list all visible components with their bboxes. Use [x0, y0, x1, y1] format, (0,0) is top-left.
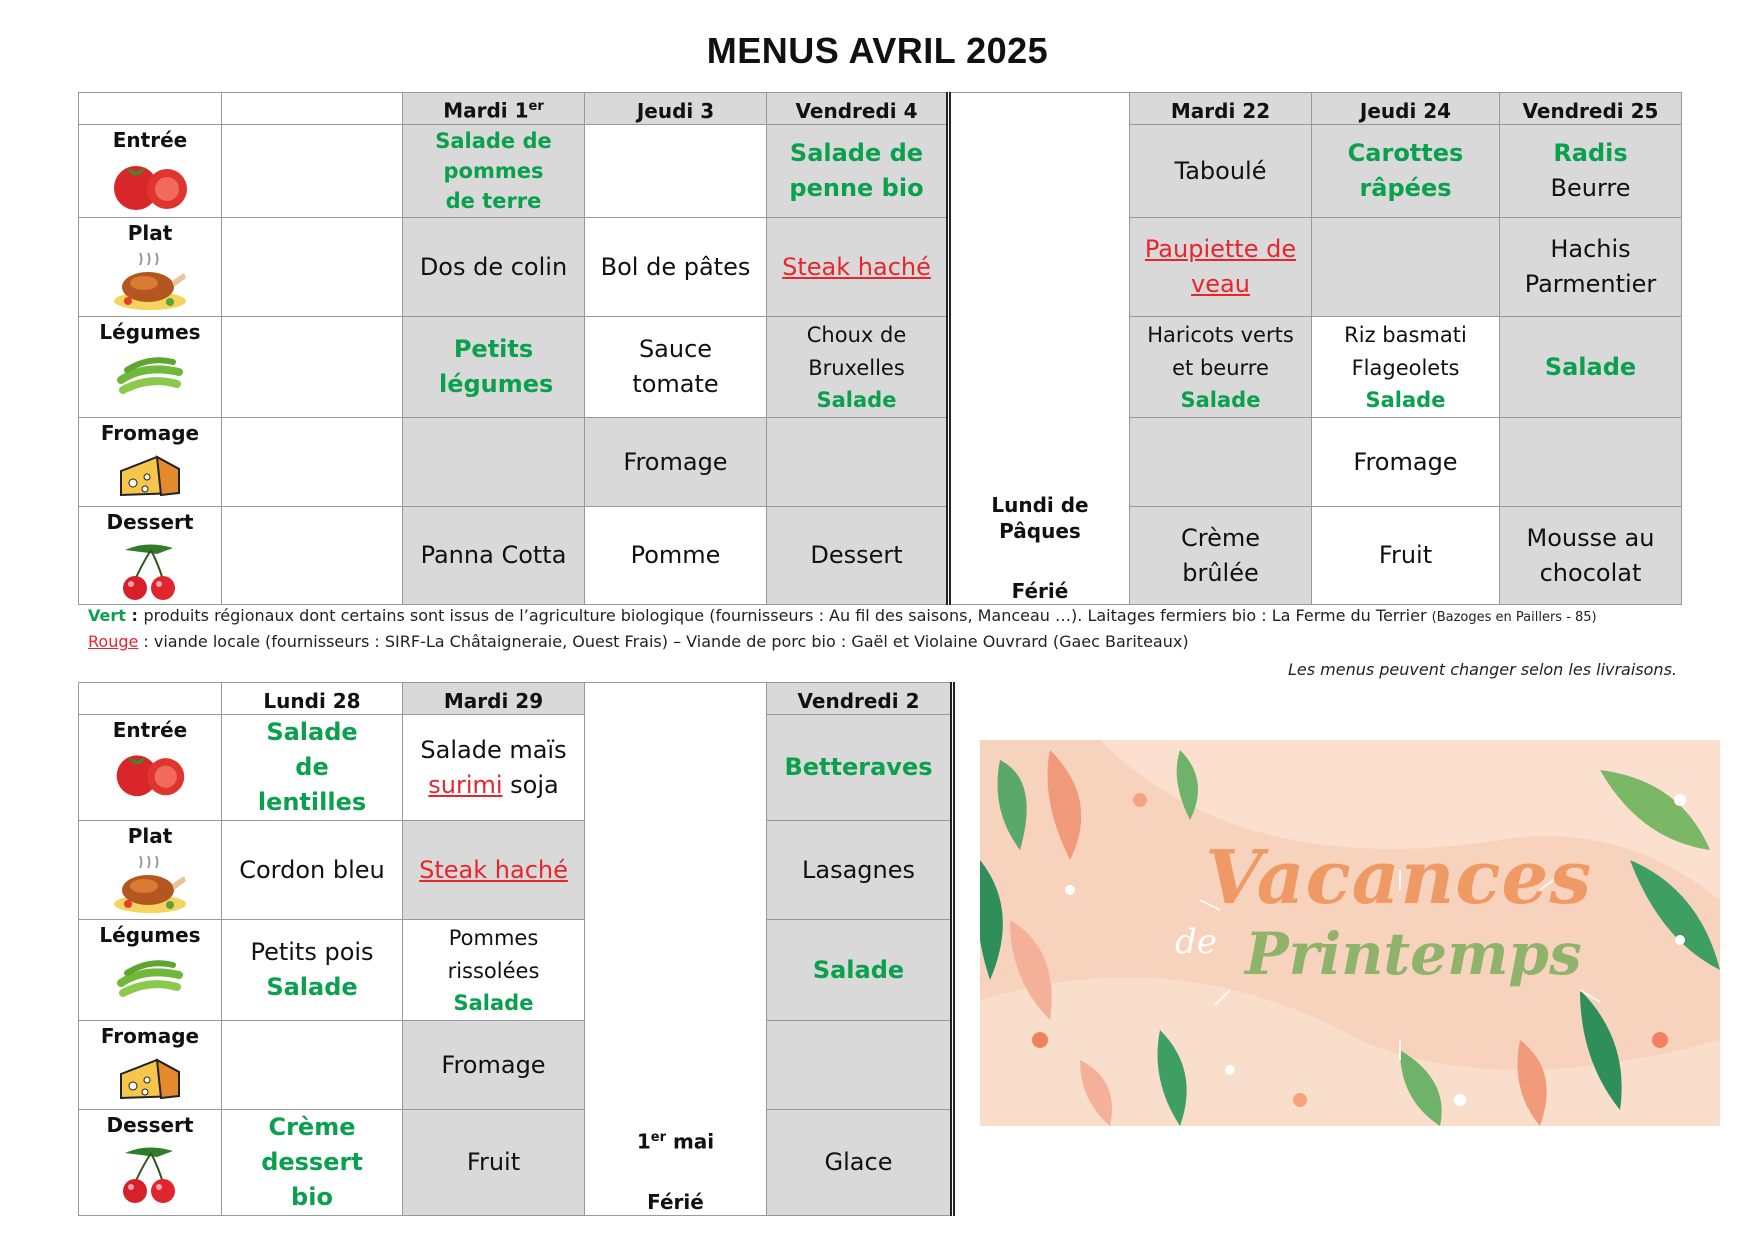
row-label-fromage: Fromage: [79, 418, 222, 507]
spring-holiday-banner: [980, 740, 1720, 1126]
row-label-legumes: Légumes: [79, 920, 222, 1021]
banner-title-vacances: Vacances: [1205, 835, 1593, 921]
plat-vendredi2: Lasagnes: [767, 821, 953, 920]
legend-red: Rouge : viande locale (fournisseurs : SIRF-La Châtaigneraie, Ouest Frais) – Viande de porc bio : Gaël et Violaine Ouvrard (Gaec Bariteaux): [88, 632, 1189, 651]
entree-vendredi4: Salade de penne bio: [767, 125, 949, 218]
page-title: MENUS AVRIL 2025: [706, 30, 1049, 71]
fromage-vendredi4: [767, 418, 949, 507]
row-label-dessert: Dessert: [79, 1110, 222, 1216]
banner-title-printemps: Printemps: [1245, 920, 1582, 988]
corner-cell: [79, 683, 222, 715]
blank-cell: [222, 218, 403, 317]
holiday-1er-mai: 1er mai Férié: [585, 683, 767, 1216]
cherries-icon: [117, 1143, 183, 1205]
dessert-jeudi24: Fruit: [1312, 507, 1500, 605]
blank-header: [222, 93, 403, 125]
roast-chicken-icon: [110, 854, 190, 916]
day-header-mardi22: Mardi 22: [1130, 93, 1312, 125]
cheese-icon: [117, 451, 183, 499]
blank-cell: [222, 317, 403, 418]
fromage-jeudi3: Fromage: [585, 418, 767, 507]
entree-mardi22: Taboulé: [1130, 125, 1312, 218]
fromage-mardi29: Fromage: [403, 1021, 585, 1110]
row-label-plat: Plat: [79, 218, 222, 317]
row-label-dessert: Dessert: [79, 507, 222, 605]
dessert-mardi22: Crème brûlée: [1130, 507, 1312, 605]
legumes-vendredi4: Choux de Bruxelles Salade: [767, 317, 949, 418]
day-header-vendredi4: Vendredi 4: [767, 93, 949, 125]
menu-table-week1: [78, 92, 1682, 605]
fromage-jeudi24: Fromage: [1312, 418, 1500, 507]
legumes-jeudi24: Riz basmati Flageolets Salade: [1312, 317, 1500, 418]
row-label-entree: Entrée: [79, 125, 222, 218]
tomato-icon: [110, 158, 190, 212]
green-beans-icon: [115, 953, 185, 1001]
plat-vendredi4: Steak haché: [767, 218, 949, 317]
entree-vendredi2: Betteraves: [767, 715, 953, 821]
row-label-legumes: Légumes: [79, 317, 222, 418]
day-header-jeudi24: Jeudi 24: [1312, 93, 1500, 125]
cherries-icon: [117, 540, 183, 602]
day-header-vendredi2: Vendredi 2: [767, 683, 953, 715]
plat-jeudi24: [1312, 218, 1500, 317]
blank-cell: [222, 418, 403, 507]
banner-title-de: de: [1175, 922, 1217, 962]
entree-jeudi3: [585, 125, 767, 218]
dessert-vendredi4: Dessert: [767, 507, 949, 605]
blank-cell: [222, 125, 403, 218]
row-label-entree: Entrée: [79, 715, 222, 821]
entree-jeudi24: Carottes râpées: [1312, 125, 1500, 218]
day-header-jeudi3: Jeudi 3: [585, 93, 767, 125]
holiday-lundi-paques: Lundi de Pâques Férié: [949, 93, 1130, 605]
dessert-mardi29: Fruit: [403, 1110, 585, 1216]
legumes-lundi28: Petits pois Salade: [222, 920, 403, 1021]
legumes-mardi29: Pommes rissolées Salade: [403, 920, 585, 1021]
legumes-vendredi25: Salade: [1500, 317, 1682, 418]
legend-green: Vert : produits régionaux dont certains sont issus de l’agriculture biologique (fournisseurs : Au fil des saisons, Manceau …). Laitages fermiers bio : La Ferme du Terrier (Bazoges en Paillers - 85): [88, 606, 1597, 625]
dessert-vendredi2: Glace: [767, 1110, 953, 1216]
tomato-icon: [110, 748, 190, 798]
dessert-lundi28: Crème dessert bio: [222, 1110, 403, 1216]
row-label-fromage: Fromage: [79, 1021, 222, 1110]
green-beans-icon: [115, 350, 185, 398]
dessert-jeudi3: Pomme: [585, 507, 767, 605]
plat-mardi1: Dos de colin: [403, 218, 585, 317]
legumes-vendredi2: Salade: [767, 920, 953, 1021]
day-header-mardi1: Mardi 1er: [403, 93, 585, 125]
plat-vendredi25: Hachis Parmentier: [1500, 218, 1682, 317]
plat-jeudi3: Bol de pâtes: [585, 218, 767, 317]
plat-mardi22: Paupiette de veau: [1130, 218, 1312, 317]
fromage-lundi28: [222, 1021, 403, 1110]
dessert-mardi1: Panna Cotta: [403, 507, 585, 605]
dessert-vendredi25: Mousse au chocolat: [1500, 507, 1682, 605]
plat-lundi28: Cordon bleu: [222, 821, 403, 920]
entree-mardi29: Salade maïs surimi soja: [403, 715, 585, 821]
plat-mardi29: Steak haché: [403, 821, 585, 920]
entree-lundi28: Salade de lentilles: [222, 715, 403, 821]
cheese-icon: [117, 1054, 183, 1102]
menu-change-note: Les menus peuvent changer selon les livraisons.: [1287, 660, 1677, 679]
fromage-mardi1: [403, 418, 585, 507]
entree-vendredi25: Radis Beurre: [1500, 125, 1682, 218]
entree-mardi1: Salade de pommes de terre: [403, 125, 585, 218]
blank-cell: [222, 507, 403, 605]
legumes-jeudi3: Sauce tomate: [585, 317, 767, 418]
menu-table-week2: [78, 682, 955, 1216]
day-header-vendredi25: Vendredi 25: [1500, 93, 1682, 125]
row-label-plat: Plat: [79, 821, 222, 920]
fromage-vendredi2: [767, 1021, 953, 1110]
day-header-mardi29: Mardi 29: [403, 683, 585, 715]
fromage-vendredi25: [1500, 418, 1682, 507]
legumes-mardi22: Haricots verts et beurre Salade: [1130, 317, 1312, 418]
day-header-lundi28: Lundi 28: [222, 683, 403, 715]
fromage-mardi22: [1130, 418, 1312, 507]
legumes-mardi1: Petits légumes: [403, 317, 585, 418]
roast-chicken-icon: [110, 251, 190, 313]
corner-cell: [79, 93, 222, 125]
